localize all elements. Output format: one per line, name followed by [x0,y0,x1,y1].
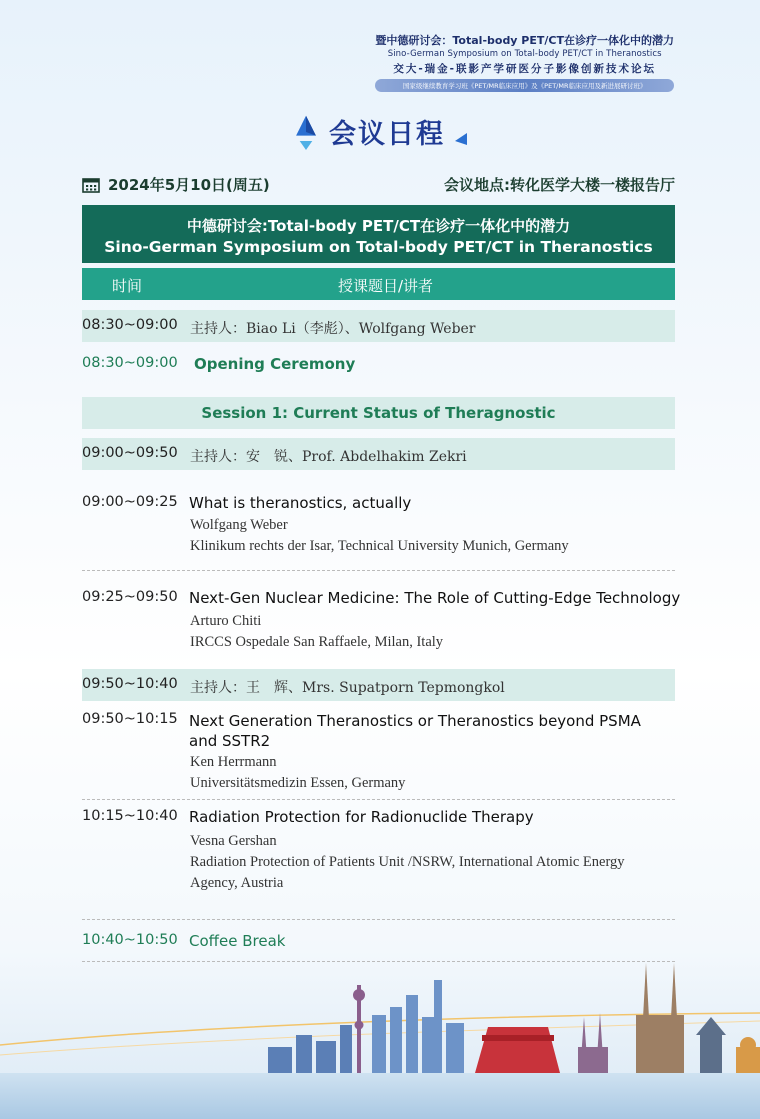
row-time: 09:50~10:40 [82,676,178,692]
opening-row [82,352,675,378]
speaker-affiliation: Radiation Protection of Patients Unit /NSRW, International Atomic Energy Agency, Austria [190,854,625,891]
top-banner [375,32,674,92]
city-skyline-illustration [0,955,760,1119]
talk-title: Next Generation Theranostics or Theranostics beyond PSMA and SSTR2 [189,712,641,750]
speaker-block [190,831,660,894]
talk-row [82,587,681,657]
speaker-name: Wolfgang Weber [190,517,288,533]
triangle-logo-icon [293,114,319,150]
session-title: Opening Ceremony [194,355,356,373]
row-time: 10:15~10:40 [82,808,178,824]
date-group [82,174,270,195]
divider [82,799,675,800]
row-time: 09:00~09:50 [82,445,178,461]
speaker-affiliation: Universitätsmedizin Essen, Germany [190,775,406,791]
column-topic: 授课题目/讲者 [338,277,434,295]
speaker-affiliation: Klinikum rechts der Isar, Technical University Munich, Germany [190,538,569,554]
event-venue: 会议地点:转化医学大楼一楼报告厅 [443,176,675,194]
column-time: 时间 [112,277,143,295]
symposium-header [82,205,675,263]
break-row [82,929,675,955]
row-time: 10:40~10:50 [82,932,178,948]
row-time: 09:25~09:50 [82,589,178,605]
symposium-title-en: Sino-German Symposium on Total-body PET/CT in Theranostics [104,238,653,256]
calendar-icon [82,177,100,193]
host-row [82,438,675,470]
speaker-name: Arturo Chiti [190,613,262,629]
session-band: Session 1: Current Status of Theragnostic [82,397,675,429]
row-time: 09:00~09:25 [82,494,178,510]
speaker-block [190,611,443,653]
break-title: Coffee Break [189,932,286,950]
talk-title: Next-Gen Nuclear Medicine: The Role of Cutting-Edge Technology [189,589,681,607]
speaker-name: Ken Herrmann [190,754,277,770]
banner-line-3: 交大-瑞金-联影产学研医分子影像创新技术论坛 [393,63,657,75]
event-date: 2024年5月10日(周五) [108,176,270,194]
host-names: 主持人：王 辉、Mrs. Supatporn Tepmongkol [190,680,505,696]
host-names: 主持人：Biao Li（李彪）、Wolfgang Weber [190,321,476,337]
talk-title: What is theranostics, actually [189,494,412,512]
speaker-affiliation: IRCCS Ospedale San Raffaele, Milan, Italy [190,634,444,650]
speaker-block [190,515,569,557]
row-time: 08:30~09:00 [82,317,178,333]
divider [82,919,675,920]
talk-title: Radiation Protection for Radionuclide Therapy [189,808,534,826]
talk-row [82,806,675,896]
date-venue-line [82,174,675,195]
banner-line-4: 国家级继续教育学习班《PET/MR临床应用》及《PET/MR临床应用及新进展研讨班》 [375,79,674,92]
speaker-block [190,752,405,794]
speaker-name: Vesna Gershan [190,833,277,849]
schedule-column-header [82,268,675,300]
banner-line-2: Sino-German Symposium on Total-body PET/CT in Theranostics [387,49,662,59]
host-row [82,669,675,701]
divider [82,570,675,571]
row-time: 08:30~09:00 [82,355,178,371]
conference-title-block [0,112,760,151]
symposium-title-zh: 中德研讨会:Total-body PET/CT在诊疗一体化中的潜力 [186,217,571,235]
small-triangle-icon [455,133,467,145]
row-time: 09:50~10:15 [82,711,178,727]
banner-line-1: 暨中德研讨会：Total-body PET/CT在诊疗一体化中的潜力 [375,34,674,47]
talk-row [82,710,675,796]
host-names: 主持人：安 锐、Prof. Abdelhakim Zekri [190,449,467,465]
host-row [82,310,675,342]
talk-row [82,492,675,562]
page-title: 会议日程 [329,119,445,150]
